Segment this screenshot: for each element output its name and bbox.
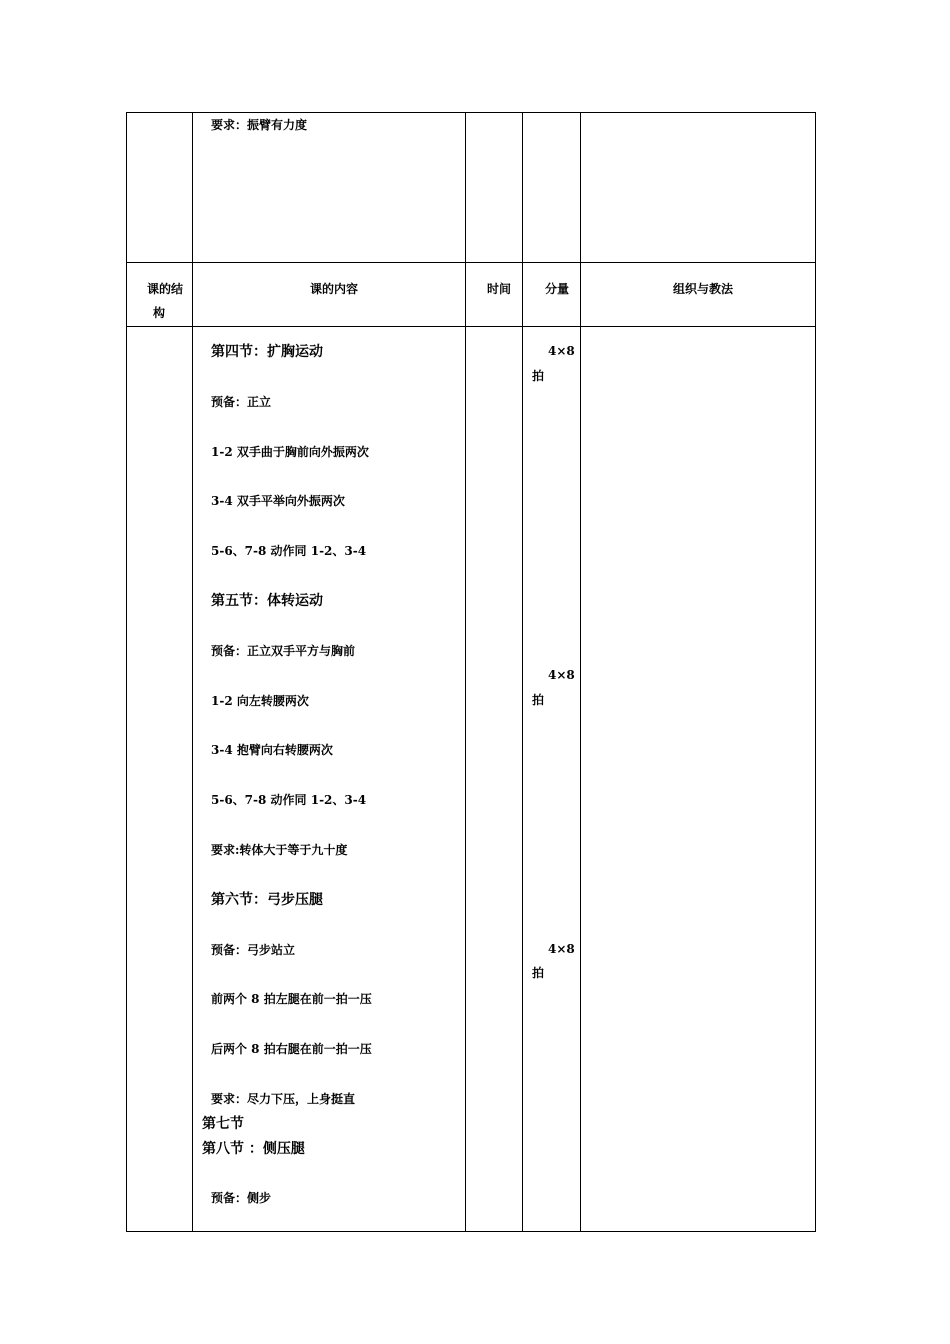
section-5-requirement: 要求:转体大于等于九十度 [211, 843, 348, 857]
section-5-step-2: 3-4 抱臂向右转腰两次 [211, 743, 333, 757]
section-5-step-3: 5-6、7-8 动作同 1-2、3-4 [211, 793, 367, 807]
table-border-left [126, 112, 127, 1232]
section-4-step-2: 3-4 双手平举向外振两次 [211, 494, 345, 508]
amount-3-count: 4×8 [548, 942, 575, 956]
section-7-title: 第七节 [202, 1116, 244, 1132]
amount-2-count: 4×8 [548, 668, 575, 682]
header-content: 课的内容 [310, 282, 359, 296]
amount-1-unit: 拍 [532, 369, 545, 383]
amount-3-unit: 拍 [532, 966, 545, 980]
column-divider-3 [522, 112, 523, 1232]
section-5-prep: 预备：正立双手平方与胸前 [211, 644, 356, 658]
section-6-title: 第六节：弓步压腿 [211, 892, 323, 908]
header-time: 时间 [487, 282, 512, 296]
section-6-step-2: 后两个 8 拍右腿在前一拍一压 [211, 1042, 372, 1056]
section-6-requirement: 要求：尽力下压，上身挺直 [211, 1092, 356, 1106]
section-6-step-1: 前两个 8 拍左腿在前一拍一压 [211, 992, 372, 1006]
section-8-prep: 预备：侧步 [211, 1191, 272, 1205]
section-4-title: 第四节：扩胸运动 [211, 344, 323, 360]
header-structure-cont: 构 [153, 306, 166, 320]
header-structure: 课的结 [147, 282, 184, 296]
column-divider-2 [465, 112, 466, 1232]
section-5-title: 第五节：体转运动 [211, 593, 323, 609]
table-border-bottom [126, 1231, 816, 1232]
header-border-bottom [126, 326, 816, 327]
section-6-prep: 预备：弓步站立 [211, 943, 296, 957]
amount-2-unit: 拍 [532, 693, 545, 707]
column-divider-4 [580, 112, 581, 1232]
table-border-top [126, 112, 816, 113]
section-4-prep: 预备：正立 [211, 395, 272, 409]
requirement-text: 要求：振臂有力度 [211, 118, 308, 132]
column-divider-1 [192, 112, 193, 1232]
header-amount: 分量 [545, 282, 570, 296]
header-method: 组织与教法 [673, 282, 734, 296]
section-5-step-1: 1-2 向左转腰两次 [211, 694, 309, 708]
section-4-step-1: 1-2 双手曲于胸前向外振两次 [211, 445, 369, 459]
header-border-top [126, 262, 816, 263]
section-8-title: 第八节 ：侧压腿 [202, 1141, 305, 1157]
section-4-step-3: 5-6、7-8 动作同 1-2、3-4 [211, 544, 367, 558]
table-border-right [815, 112, 816, 1232]
amount-1-count: 4×8 [548, 344, 575, 358]
